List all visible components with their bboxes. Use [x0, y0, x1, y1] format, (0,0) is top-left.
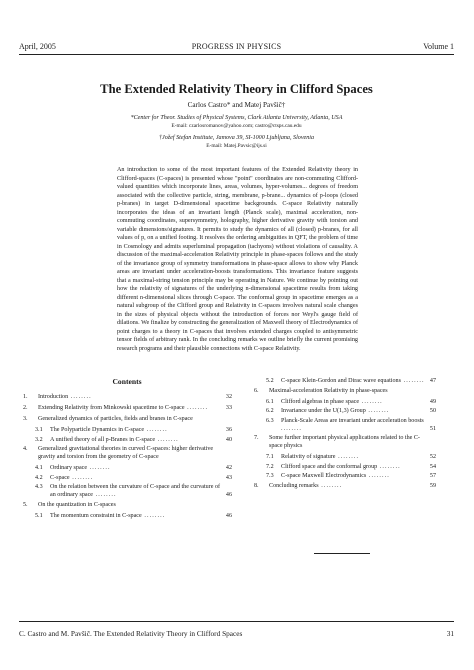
toc-entry[interactable]: [254, 377, 436, 385]
toc-entry-title: On the relation between the curvature of C-space and the curvature of an ordinary space: [50, 484, 221, 498]
toc-leader-dots: ........: [69, 474, 94, 481]
toc-entry-page: 59: [429, 482, 436, 489]
toc-leader-dots: ........: [377, 463, 401, 470]
toc-entry-number: 7.: [254, 435, 259, 441]
toc-entry-title: Invariance under the U(1,3) Group: [281, 408, 366, 414]
toc-entry-title: The Polyparticle Dynamics in C-space: [50, 427, 145, 433]
toc-entry-title: Generalized gravitational theories in curved C-spaces: higher derivative gravity and torsion from the geometry of C-space: [38, 446, 214, 460]
toc-entry-number: 3.2: [35, 436, 43, 443]
toc-entry-title: Clifford algebras in phase space: [281, 398, 360, 405]
toc-leader-dots: ........: [400, 378, 425, 384]
toc-entry[interactable]: [23, 426, 232, 434]
toc-entry[interactable]: [23, 474, 232, 482]
toc-entry-page: 47: [429, 378, 436, 384]
toc-entry-page: 51: [429, 425, 436, 432]
toc-entry-title: Relativity of signature: [281, 454, 336, 460]
toc-entry-title: Concluding remarks: [269, 482, 319, 489]
toc-entry[interactable]: [23, 445, 232, 461]
author-line: Carlos Castro* and Matej Pavšič†: [187, 101, 286, 109]
toc-entry[interactable]: [23, 393, 232, 401]
toc-entry[interactable]: [23, 404, 232, 412]
toc-entry[interactable]: [23, 483, 232, 499]
toc-entry[interactable]: [254, 417, 436, 433]
toc-entry-title: On the quantization in C-spaces: [38, 501, 116, 508]
toc-entry-title: C-space: [50, 474, 70, 481]
affiliation-1: *Center for Theor. Studies of Physical Systems, Clark Atlanta University, Atlanta, USA: [130, 115, 343, 121]
header-rule: [19, 54, 454, 55]
toc-leader-dots: ........: [155, 436, 179, 443]
toc-entry-title: Extending Relativity from Minkowski spacetime to C-space: [38, 405, 185, 411]
toc-entry-title: The momentum constraint in C-space: [50, 512, 142, 519]
toc-entry-title: C-space Maxwell Electrodynamics: [281, 473, 367, 479]
toc-leader-dots: ........: [141, 512, 166, 519]
header-date: April, 2005: [19, 42, 56, 51]
toc-leader-dots: ........: [87, 465, 111, 471]
toc-entry-title: Generalized dynamics of particles, fields and branes in C-space: [38, 416, 193, 422]
toc-entry-number: 4.: [23, 446, 28, 452]
paper-title: The Extended Relativity Theory in Clifford Spaces: [100, 82, 373, 96]
toc-entry-title: Some further important physical applications related to the C-space physics: [269, 435, 420, 449]
toc-entry-page: 49: [429, 398, 436, 405]
toc-entry-page: 43: [225, 474, 232, 481]
toc-entry-page: 36: [225, 427, 232, 433]
header-journal: PROGRESS IN PHYSICS: [191, 42, 282, 51]
toc-entry-page: 42: [225, 465, 232, 471]
toc-entry-number: 6.1: [266, 398, 274, 405]
toc-entry-page: 32: [225, 394, 232, 400]
toc-entry-number: 2.: [23, 405, 28, 411]
toc-entry-number: 8.: [254, 482, 259, 489]
affiliation-2-email: E-mail: Matej.Pavsic@ijs.si: [206, 143, 267, 149]
toc-entry-title: A unified theory of all p-Branes in C-space: [50, 436, 156, 443]
toc-entry-title: Introduction: [38, 394, 69, 400]
toc-left-column: [23, 393, 232, 521]
toc-entry-page: 52: [429, 454, 436, 460]
toc-entry-number: 4.1: [35, 465, 43, 471]
toc-entry-page: 50: [429, 408, 436, 414]
toc-entry-page: 33: [225, 405, 232, 411]
toc-entry-title: Planck-Scale Areas are invariant under acceleration boosts: [281, 417, 424, 424]
toc-leader-dots: ........: [365, 408, 390, 414]
toc-entry[interactable]: [23, 415, 232, 423]
toc-entry-page: 40: [225, 436, 232, 443]
toc-entry[interactable]: [254, 434, 436, 450]
contents-end-rule: [314, 553, 370, 554]
toc-leader-dots: ........: [184, 405, 209, 411]
toc-entry-title: Ordinary space: [50, 465, 88, 471]
toc-entry-number: 7.2: [266, 463, 274, 470]
abstract: An introduction to some of the most important features of the Extended Relativity theory in Clifford-spaces (C-spaces) is presented whose "point" coordinates are non-commuting Clifford-valued quantities which incorporate lines, areas, volumes, hyper-volumes... degrees of freedom associated with the collective particle, string, membrane, p-brane... dynamics of p-loops (closed p-branes) in target D-dimensional spacetime backgrounds. C-space Relativity naturally incorporates the ideas of an invariant length (Planck scale), maximal acceleration, non-commuting coordinates, supersymmetry, holography, higher derivative gravity with torsion and variable dimensions/signatures. It permits to study the dynamics of all (closed) p-branes, for all values of p, on a unified footing. It resolves the ordering ambiguities in QFT, the problem of time in Cosmology and admits superluminal propagation (tachyons) without violations of causality. A discussion of the maximal-acceleration Relativity principle in phase-spaces follows and the study of the invariance group of symmetry transformations in phase-space allows to show why Planck areas are invariant under acceleration-boosts transformations. This invariance feature suggests that a maximal-string tension principle may be operating in Nature. We continue by pointing out how the relativity of signatures of the underlying n-dimensional spacetime results from taking different n-dimensional slices through C-space. The conformal group in spacetime emerges as a natural subgroup of the Clifford group and Relativity in C-spaces involves natural scale changes in the sizes of physical objects without the introduction of forces nor Weyl's gauge field of dilations. We finalize by constructing the generalization of Maxwell theory of Electrodynamics of point charges to a theory in C-spaces that involves extended charges coupled to antisymmetric tensor fields of arbitrary rank. In the concluding remarks we outline briefly the current promising research programs and their plausible connections with C-space Relativity.: [117, 167, 358, 352]
toc-entry-page: 46: [225, 512, 232, 519]
toc-entry[interactable]: [254, 463, 436, 471]
toc-entry[interactable]: [254, 482, 436, 490]
toc-entry[interactable]: [254, 407, 436, 415]
toc-entry-number: 5.1: [35, 512, 43, 519]
header-volume: Volume 1: [423, 42, 454, 51]
toc-entry-number: 4.3: [35, 484, 43, 490]
toc-entry-number: 5.2: [266, 378, 274, 384]
affiliation-1-email: E-mail: czarlosromanov@yahoo.com; castro@ctsps.cau.edu: [171, 123, 302, 129]
toc-entry[interactable]: [254, 387, 436, 395]
toc-entry[interactable]: [254, 398, 436, 406]
toc-entry[interactable]: [23, 436, 232, 444]
toc-entry[interactable]: [254, 472, 436, 480]
toc-leader-dots: ........: [318, 482, 343, 489]
toc-entry-number: 4.2: [35, 474, 43, 481]
toc-entry[interactable]: [23, 501, 232, 509]
toc-entry-number: 1.: [23, 394, 28, 400]
toc-leader-dots: ........: [366, 473, 390, 479]
toc-leader-dots: ........: [68, 394, 92, 400]
toc-leader-dots: ........: [92, 492, 117, 498]
toc-leader-dots: ........: [335, 454, 360, 460]
toc-entry-title: Maximal-acceleration Relativity in phase-spaces: [269, 387, 388, 394]
footer-citation: C. Castro and M. Pavšič. The Extended Relativity Theory in Clifford Spaces: [19, 629, 243, 638]
toc-entry-number: 3.1: [35, 427, 43, 433]
toc-entry-number: 5.: [23, 501, 28, 508]
toc-entry-page: 57: [429, 473, 436, 479]
toc-entry[interactable]: [23, 464, 232, 472]
toc-entry-number: 3.: [23, 416, 28, 422]
toc-leader-dots: ........: [359, 398, 383, 405]
toc-entry-number: 6.3: [266, 417, 274, 424]
toc-entry-number: 6.2: [266, 408, 274, 414]
toc-right-column: [254, 377, 436, 493]
toc-entry-number: 7.3: [266, 473, 274, 479]
toc-entry-page: 54: [429, 463, 436, 470]
running-header: [19, 42, 454, 52]
toc-entry-title: Clifford space and the conformal group: [281, 463, 378, 470]
toc-entry[interactable]: [23, 512, 232, 520]
toc-entry-number: 6.: [254, 387, 259, 394]
toc-entry-number: 7.1: [266, 454, 274, 460]
toc-entry-page: 46: [225, 492, 232, 498]
toc-leader-dots: ........: [144, 427, 168, 433]
footer-rule: [19, 621, 454, 622]
affiliation-2: †Jožef Stefan Institute, Jamova 39, SI-1000 Ljubljana, Slovenia: [158, 135, 315, 141]
page-number: 31: [446, 629, 454, 638]
contents-heading: Contents: [112, 377, 142, 386]
toc-entry-title: C-space Klein-Gordon and Dirac wave equations: [281, 378, 401, 384]
toc-entry[interactable]: [254, 453, 436, 461]
toc-leader-dots: ........: [281, 425, 302, 432]
